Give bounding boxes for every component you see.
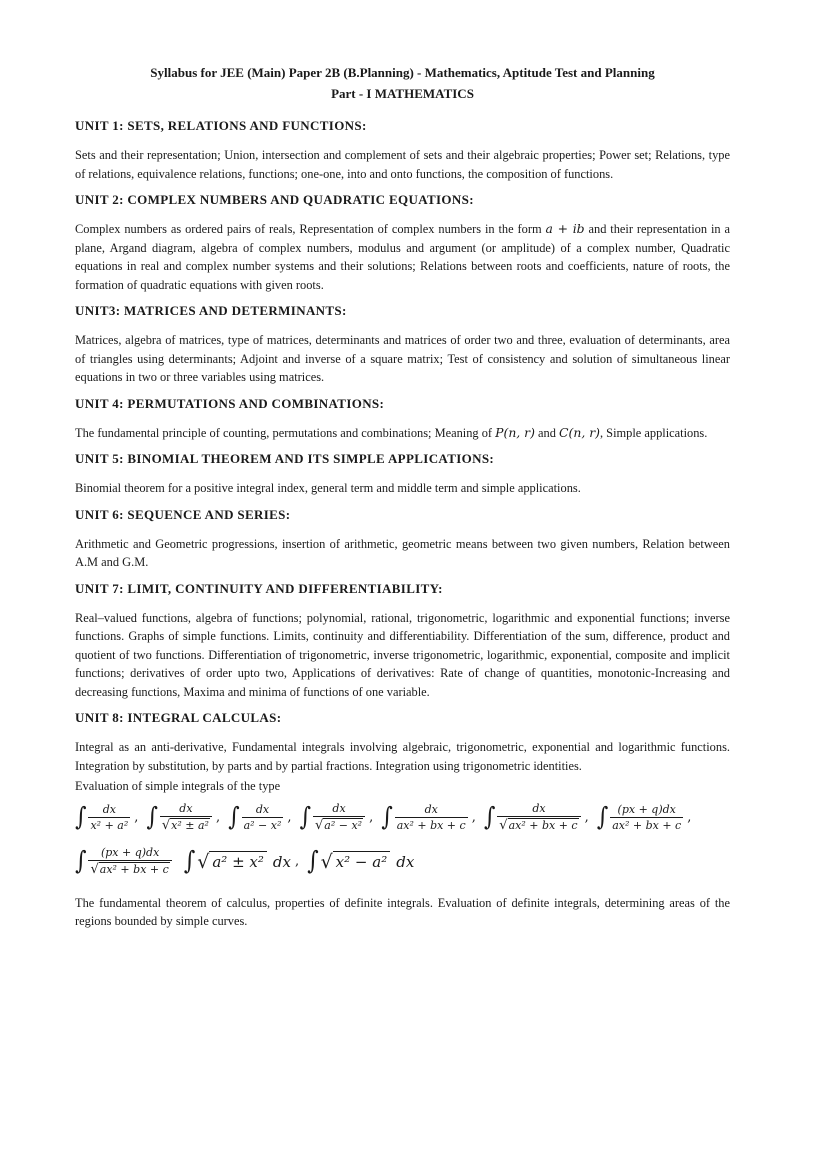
- radicand: x² − a²: [333, 851, 391, 871]
- radicand: x² ± a²: [171, 819, 209, 832]
- unit-body: Real–valued functions, algebra of functions; polynomial, rational, trigonometric, logarithmic and exponential functions; inverse functions. Graphs of simple functions. Limits, continuity and differentiability. Differentiation of the sum, difference, product and quotient of two functions. Differentiation of trigonometric, inverse trigonometric, logarithmic, exponential, composite and implicit functions; derivatives of order upto two, Applications of derivatives: Rate of change of quantities, monotonic-Increasing and decreasing functions, Maxima and minima of functions of one variable.: [75, 610, 730, 699]
- unit-body: Integral as an anti-derivative, Fundamental integrals involving algebraic, trigonometric, exponential and logarithmic functions. Integration by substitution, by parts and by partial fractions. Integration using trigonometric identities.: [75, 740, 730, 773]
- sqrt-icon: √: [161, 818, 171, 833]
- comma-separator: ,: [287, 810, 292, 825]
- sqrt-icon: √: [197, 850, 210, 873]
- radical: [162, 818, 210, 833]
- comma-separator: ,: [471, 810, 476, 825]
- fraction: [497, 802, 580, 833]
- unit-1: [75, 118, 730, 183]
- integral-sign: ∫: [75, 802, 87, 832]
- radicand: ax² + bx + c: [99, 863, 169, 876]
- integral-formula: [381, 803, 467, 832]
- unit-5: [75, 451, 730, 498]
- comma-separator: ,: [584, 810, 589, 825]
- numerator: (px + q)dx: [100, 846, 160, 859]
- integral-formula: [146, 802, 212, 833]
- integral-formula: [75, 846, 172, 877]
- denominator: [313, 816, 365, 833]
- integral-formula: [228, 803, 283, 832]
- numerator: dx: [179, 802, 193, 815]
- unit-body-part: The fundamental principle of counting, permutations and combinations; Meaning of: [75, 425, 496, 440]
- unit-heading: UNIT 2: COMPLEX NUMBERS AND QUADRATIC EQUATIONS:: [75, 192, 474, 207]
- integral-formula: [597, 803, 683, 832]
- unit-body-part: and: [534, 425, 560, 440]
- denominator: ax² + bx + c: [612, 819, 682, 832]
- radicand: a² − x²: [324, 819, 363, 832]
- integral-sign: ∫: [75, 846, 87, 876]
- title-line-1: Syllabus for JEE (Main) Paper 2B (B.Planning) - Mathematics, Aptitude Test and Planning: [150, 65, 655, 80]
- math-expression: P(n, r): [495, 424, 535, 440]
- denominator: x² + a²: [90, 819, 129, 832]
- document-title: [75, 62, 730, 104]
- fraction: [610, 803, 683, 832]
- sqrt-icon: √: [320, 850, 333, 873]
- integral-formula: [484, 802, 581, 833]
- numerator: dx: [532, 802, 546, 815]
- denominator: a² − x²: [243, 819, 282, 832]
- unit-body: Arithmetic and Geometric progressions, insertion of arithmetic, geometric means between two given numbers, Relation between A.M and G.M.: [75, 536, 730, 569]
- radical: [321, 851, 391, 873]
- radical: [90, 862, 169, 877]
- sqrt-icon: √: [314, 818, 324, 833]
- numerator: (px + q)dx: [617, 803, 676, 816]
- integral-formula: [307, 846, 415, 876]
- unit-heading: UNIT 5: BINOMIAL THEOREM AND ITS SIMPLE APPLICATIONS:: [75, 451, 495, 466]
- integral-sign: ∫: [483, 802, 496, 832]
- unit-body: Binomial theorem for a positive integral index, general term and middle term and simple applications.: [75, 481, 581, 495]
- integral-sign: ∫: [228, 802, 240, 832]
- comma-separator: ,: [134, 810, 139, 825]
- comma-separator: ,: [294, 854, 300, 869]
- unit-body-part: and their representation in a plane, Argand diagram, algebra of complex numbers, modulus and argument (or amplitude) of a complex number, Quadratic equations in real and complex number systems and their solutions; Relations between roots and coefficients, nature of roots, the formation of quadratic equations with given roots.: [75, 222, 730, 292]
- sqrt-icon: √: [90, 862, 99, 877]
- sqrt-icon: √: [499, 818, 508, 833]
- denominator: [88, 860, 171, 877]
- radicand: a² ± x²: [209, 851, 267, 871]
- unit-body: Sets and their representation; Union, intersection and complement of sets and their algebraic properties; Power set; Relations, type of relations, equivalence relations, functions; one-one, into and onto functions, the composition of functions.: [75, 148, 730, 181]
- differential: dx: [396, 852, 415, 871]
- unit-body: [75, 220, 730, 294]
- unit-body: [75, 424, 730, 443]
- formula-row: [75, 840, 730, 884]
- integral-formulas: [75, 796, 730, 884]
- unit-heading: UNIT 7: LIMIT, CONTINUITY AND DIFFERENTIABILITY:: [75, 580, 443, 596]
- integral-formula: [300, 802, 366, 833]
- unit-6: [75, 507, 730, 572]
- document-page: [75, 62, 730, 931]
- formula-row: [75, 796, 730, 840]
- title-line-2: Part - I MATHEMATICS: [331, 86, 474, 101]
- denominator: ax² + bx + c: [396, 819, 466, 832]
- fraction: [88, 803, 130, 832]
- evaluation-intro: Evaluation of simple integrals of the type: [75, 779, 281, 793]
- unit-body-part: , Simple applications.: [599, 425, 708, 440]
- unit-heading: UNIT 1: SETS, RELATIONS AND FUNCTIONS:: [75, 118, 367, 133]
- integral-formula: [75, 803, 130, 832]
- math-expression: a + ib: [545, 221, 585, 236]
- comma-separator: ,: [369, 810, 374, 825]
- integral-sign: ∫: [299, 802, 311, 832]
- unit-heading: UNIT3: MATRICES AND DETERMINANTS:: [75, 303, 347, 318]
- comma-separator: ,: [215, 810, 221, 825]
- math-expression: C(n, r): [559, 424, 600, 440]
- integral-sign: ∫: [146, 802, 158, 832]
- fraction: [160, 802, 212, 833]
- radical: [197, 851, 267, 873]
- numerator: dx: [332, 802, 346, 815]
- unit-heading: UNIT 8: INTEGRAL CALCULAS:: [75, 710, 282, 725]
- unit-body-part: Complex numbers as ordered pairs of reals, Representation of complex numbers in the form: [75, 222, 546, 236]
- integral-sign: ∫: [307, 846, 319, 876]
- integral-sign: ∫: [596, 802, 609, 832]
- unit-heading: UNIT 6: SEQUENCE AND SERIES:: [75, 506, 291, 522]
- fraction: [88, 846, 171, 877]
- unit-4: [75, 396, 730, 443]
- unit-body: Matrices, algebra of matrices, type of matrices, determinants and matrices of order two and three, evaluation of determinants, area of triangles using determinants; Adjoint and inverse of a square matrix; Test of consistency and solution of simultaneous linear equations in two or three variables using matrices.: [75, 333, 730, 384]
- differential: dx: [272, 852, 291, 871]
- numerator: dx: [255, 803, 270, 816]
- integral-formula: [183, 846, 291, 876]
- unit-3: [75, 303, 730, 387]
- numerator: dx: [102, 803, 116, 816]
- radical: [315, 818, 363, 833]
- integral-sign: ∫: [183, 846, 196, 876]
- radicand: ax² + bx + c: [508, 819, 578, 832]
- comma-separator: ,: [687, 810, 692, 825]
- unit-closing: The fundamental theorem of calculus, properties of definite integrals. Evaluation of definite integrals, determining areas of the regions bounded by simple curves.: [75, 895, 730, 928]
- denominator: [497, 816, 580, 833]
- unit-8: [75, 710, 730, 931]
- unit-heading: UNIT 4: PERMUTATIONS AND COMBINATIONS:: [75, 395, 385, 411]
- unit-2: [75, 192, 730, 294]
- denominator: [160, 816, 212, 833]
- numerator: dx: [424, 803, 438, 816]
- fraction: [395, 803, 468, 832]
- radical: [499, 818, 578, 833]
- fraction: [313, 802, 365, 833]
- fraction: [242, 803, 284, 832]
- integral-sign: ∫: [381, 802, 393, 832]
- unit-7: [75, 581, 730, 702]
